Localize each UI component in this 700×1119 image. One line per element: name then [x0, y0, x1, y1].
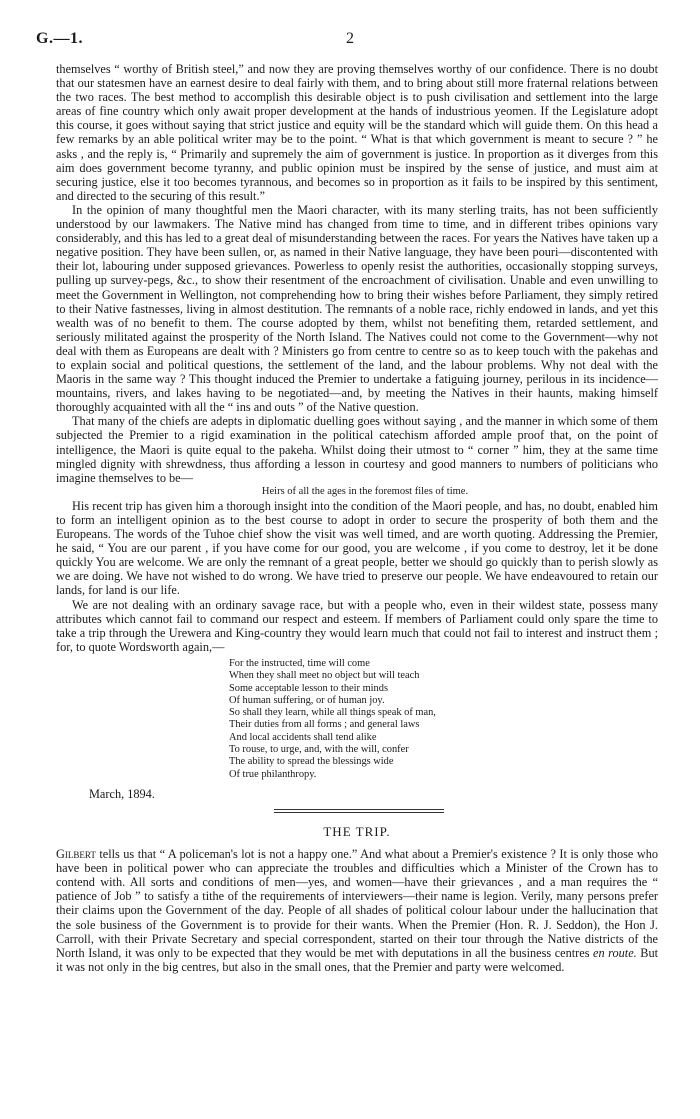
document-body — [56, 62, 658, 974]
document-reference: G.—1. — [36, 30, 83, 47]
section-divider — [274, 809, 444, 813]
poem-line: Of human suffering, or of human joy. — [229, 694, 385, 706]
paragraph: His recent trip has given him a thorough insight into the condition of the Maori people, and has, no doubt, enabled him to form an intelligent opinion as to the best course to adopt in order to secure the prosperity of both them and the Europeans. The words of the Tuhoe chief show the visit was well timed, and are worth quoting. Addressing the Premier, he said, “ You are our parent , if you have come for our good, you are welcome , if you come to destroy, let it be done quickly You are welcome. We are only the remnant of a great people, better we should go quickly than to perish slowly as we are doing. We have not wished to do wrong. We have tried to preserve our people. We have endeavoured to retain our lands, for land is our life. — [56, 498, 658, 598]
poem — [229, 658, 658, 781]
trip-text: tells us that “ A policeman's lot is not a happy one.” And what about a Premier's existence ? It is only those who have been in political power who can appreciate the troubles and difficulties which a Minister of the Crown has to contend with. All sorts and conditions of men—yes, and women—have their grievances , and a man requires the “ patience of Job ” to satisfy a tithe of the requirements of interviewers—their name is legion. Verily, many persons prefer their claims upon the Government of the day. People of all shades of political colour labour under the hallucination that the sole business of the Government is to provide for their wants. When the Premier (Hon. R. J. Seddon), the Hon J. Carroll, with their Private Secretary and special correspondent, started on their tour through the Native districts of the North Island, it was only to be expected that they would be met with deputations in all the business centres — [56, 847, 658, 960]
paragraph: In the opinion of many thoughtful men the Maori character, with its many sterling traits, has not been sufficiently understood by our lawmakers. The Native mind has changed from time to time, and in different tribes opinions vary considerably, and this has led to a great deal of misunderstanding between the races. For years the Natives have taken up a negative position. They have been sullen, or, as named in their Native language, they have been pouri—discontented with their lot, labouring under supposed grievances. Powerless to openly resist the authorities, occasionally stopping surveys, pulling up survey-pegs, &c., to show their resentment of the encroachment of civilisation. Unable and even unwilling to meet the Government in Wellington, not comprehending how to bring their wishes before Parliament, they simply retired to their Native fastnesses, living in almost destitution. The remnants of a noble race, richly endowed in lands, and yet this wealth was of no benefit to them. The course adopted by them, whilst not benefiting them, retarded settlement, and seriously militated against the prosperity of the North Island. The Natives could not come to the Government—why not deal with them as Europeans are dealt with ? Ministers go from centre to centre so as to keep touch with the pakehas and to explain social and political questions, the settlement of the land, and the labour problems. Why not deal with the Maoris in the same way ? This thought induced the Premier to undertake a fatiguing journey, perilous in its incidence—mountains, rivers, and lakes having to be negotiated—and, by meeting the Natives in their haunts, making himself thoroughly acquainted with all the “ ins and outs ” of the Native question. — [56, 202, 658, 415]
paragraph-trip — [56, 847, 658, 974]
lead-word: Gilbert — [56, 847, 96, 862]
paragraph: themselves “ worthy of British steel,” and now they are proving themselves worthy of our confidence. There is no doubt that our statesmen have an earnest desire to deal fairly with them, and to bring about still more fraternal relations between the two races. The best method to accomplish this desirable object is to push civilisation and settlement into the large areas of fine country which only await proper development at the hands of industrious yeomen. If the Legislature adopt this course, it goes without saying that strict justice and equity will be the standard which will guide them. On this head a few remarks by an able political writer may be to the point. “ What is that which government is meant to secure ? ” he asks , and the reply is, “ Primarily and supremely the aim of government is justice. In proportion as it diverges from this aim does government become tyranny, and public opinion must be inspired by the sense of justice, and must aim at securing justice, else it too becomes tyrannous, and becomes so in proportion as it fails to be inspired by this sentiment, and directed to the securing of this result.” — [56, 62, 658, 203]
section-heading: THE TRIP. — [323, 824, 391, 839]
poem-line: For the instructed, time will come — [229, 657, 370, 669]
poem-line: The ability to spread the blessings wide — [229, 756, 394, 768]
poem-line: So shall they learn, while all things speak of man, — [229, 707, 436, 719]
poem-line: To rouse, to urge, and, with the will, confer — [229, 744, 409, 756]
poem-line: Their duties from all forms ; and general laws — [229, 719, 420, 731]
poem-line: Of true philanthropy. — [229, 768, 317, 780]
poem-line: Some acceptable lesson to their minds — [229, 682, 388, 694]
paragraph: We are not dealing with an ordinary savage race, but with a people who, even in their wildest state, possess many attributes which cannot fail to command our respect and esteem. If members of Parliament could only spare the time to take a trip through the Urewera and King-country they would learn much that could not fail to interest and instruct them ; for, to quote Wordsworth again,— — [56, 597, 658, 654]
page-number: 2 — [346, 30, 354, 47]
quotation: Heirs of all the ages in the foremost files of time. — [261, 485, 469, 497]
italic-phrase: en route. — [593, 945, 637, 960]
poem-line: And local accidents shall tend alike — [229, 731, 377, 743]
trip-tail: But it was not only in the big centres, but also in the small ones, that the Premier and party were welcomed. — [56, 945, 659, 974]
dateline: March, 1894. — [89, 786, 155, 801]
paragraph: That many of the chiefs are adepts in diplomatic duelling goes without saying , and the manner in which some of them subjected the Premier to a rigid examination in the political catechism afforded ample proof that, on the point of intelligence, the Maori is quite equal to the pakeha. Whilst doing their utmost to “ corner ” him, they at the same time mingled dignity with shrewdness, thus affording a lesson in courtesy and good manners to numbers of politicians who imagine themselves to be— — [56, 414, 658, 485]
poem-line: When they shall meet no object but will teach — [229, 670, 420, 682]
page-header — [36, 30, 664, 52]
